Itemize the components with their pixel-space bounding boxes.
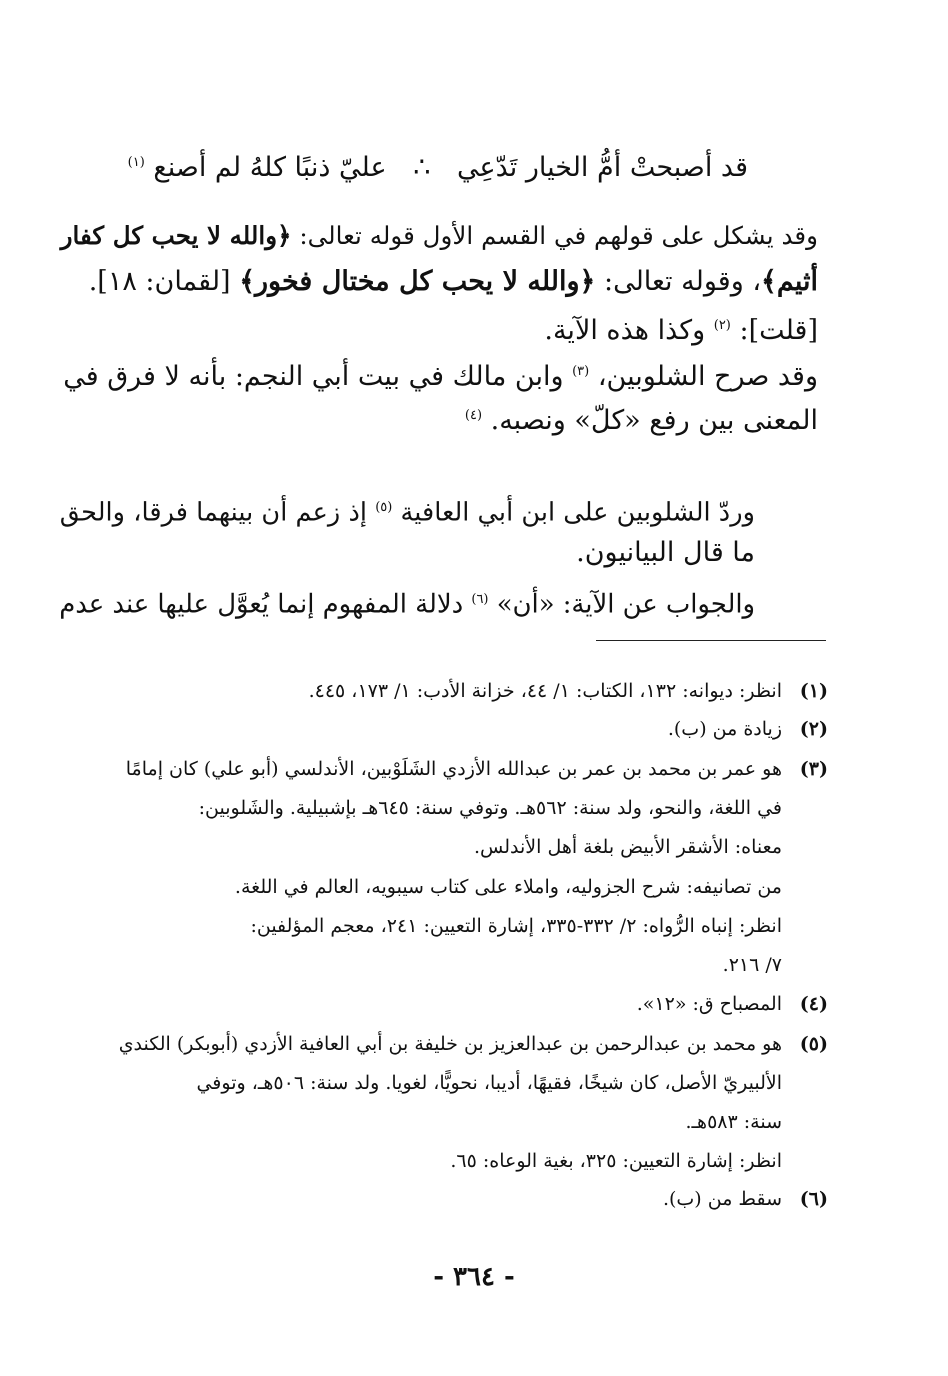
paragraph-line <box>59 580 755 625</box>
footnote-ref: (٦) <box>471 592 489 607</box>
text-run: المعنى بين رفع «كلّ» ونصبه. <box>490 405 818 436</box>
footnote-5-line <box>450 1146 782 1176</box>
paragraph-line <box>61 216 818 256</box>
footnote-text: سقط من (ب). <box>662 1188 782 1210</box>
footnote-number: (٣) <box>799 758 828 780</box>
quran-quote: ﴿والله لا يحب كل مختال فخور﴾ <box>239 266 596 297</box>
text-run: وردّ الشلوبين على ابن أبي العافية <box>400 497 755 528</box>
quran-citation: [لقمان: ١٨]. <box>88 266 231 297</box>
footnote-3-line <box>235 872 782 902</box>
footnote-text: المصباح ق: «١٢». <box>636 993 782 1015</box>
paragraph-line <box>576 533 755 573</box>
footnote-text: من تصانيفه: شرح الجزوليه، واملاء على كتاب سيبويه، العالم في اللغة. <box>234 876 782 898</box>
text-run: ما قال البيانيون. <box>576 537 755 568</box>
verse-separator: ∴ <box>413 152 431 183</box>
footnote-3-line <box>199 793 782 823</box>
footnote-3-line <box>250 911 782 941</box>
footnote-number: (٤) <box>799 993 828 1015</box>
text-run: إذ زعم أن بينهما فرقا، والحق <box>59 497 368 528</box>
footnote-text: معناه: الأشقر الأبيض بلغة أهل الأندلس. <box>473 836 782 858</box>
paragraph-line <box>544 306 818 351</box>
footnote-text: هو محمد بن عبدالرحمن بن عبدالعزيز بن خليفة بن أبي العافية الأزدي (أبوبكر) الكندي <box>118 1033 782 1055</box>
footnote-text: سنة: ٥٨٣هـ. <box>685 1111 782 1133</box>
footnote-text: في اللغة، والنحو، ولد سنة: ٥٦٢هـ. وتوفي سنة: ٦٤٥هـ بإشبيلية. والشَلوبين: <box>198 797 782 819</box>
verse-second-hemistich: عليّ ذنبًا كلهُ لم أصنع <box>153 152 387 183</box>
paragraph-line <box>89 262 818 302</box>
text-run: وقد صرح الشلوبين، <box>597 361 818 392</box>
footnote-text: انظر: إشارة التعيين: ٣٢٥، بغية الوعاه: ٦٥. <box>450 1150 782 1172</box>
footnote-3-line <box>474 832 782 862</box>
footnote-text: ٧/ ٢١٦. <box>722 954 782 976</box>
text-run: وابن مالك في بيت أبي النجم: بأنه لا فرق في <box>63 361 564 392</box>
text-run: دلالة المفهوم إنما يُعوَّل عليها عند عدم <box>59 589 464 620</box>
footnote-ref: (٢) <box>713 318 731 333</box>
text-run: وكذا هذه الآية. <box>544 315 706 346</box>
text-run: وقد يشكل على قولهم في القسم الأول قوله تعالى: <box>299 221 818 250</box>
footnote-ref: (١) <box>127 155 145 170</box>
footnote-number: (٢) <box>799 718 828 740</box>
footnote-text: الألبيريّ الأصل، كان شيخًا، فقيهًا، أديبا، نحويًّا، لغويا. ولد سنة: ٥٠٦هـ، وتوفي <box>196 1072 782 1094</box>
footnote-text: انظر: ديوانه: ١٣٢، الكتاب: ١/ ٤٤، خزانة الأدب: ١/ ١٧٣، ٤٤٥. <box>308 680 782 702</box>
footnote-3-line <box>723 950 782 980</box>
footnote-5 <box>119 1029 828 1059</box>
footnote-ref: (٣) <box>572 364 590 379</box>
footnote-text: زيادة من (ب). <box>667 718 782 740</box>
quran-quote: ﴿والله لا يحب كل كفار <box>60 221 292 250</box>
text-run: ، وقوله تعالى: <box>603 266 762 297</box>
paragraph-line <box>63 352 818 397</box>
footnote-divider <box>596 640 826 641</box>
footnote-ref: (٥) <box>375 500 393 515</box>
footnote-1 <box>309 676 828 706</box>
quran-quote: أثيم﴾ <box>761 266 818 297</box>
footnote-5-line <box>196 1068 782 1098</box>
paragraph-line <box>60 488 755 533</box>
page-number: - ٣٦٤ - <box>433 1262 515 1292</box>
poetry-verse <box>128 143 748 188</box>
footnote-text: هو عمر بن محمد بن عمر بن عبدالله الأزدي الشَلَوْبين، الأندلسي (أبو علي) كان إمامًا <box>125 758 782 780</box>
footnote-3 <box>126 754 828 784</box>
footnote-5-line <box>685 1107 782 1137</box>
footnote-number: (٦) <box>799 1188 828 1210</box>
text-run: والجواب عن الآية: «أن» <box>496 589 755 620</box>
footnote-ref: (٤) <box>464 408 483 423</box>
text-run: [قلت]: <box>739 315 818 346</box>
footnote-number: (٥) <box>799 1033 828 1055</box>
footnote-4 <box>637 989 828 1019</box>
footnote-number: (١) <box>799 680 828 702</box>
footnote-text: انظر: إنباه الرُّواه: ٢/ ٣٣٢-٣٣٥، إشارة التعيين: ٢٤١، معجم المؤلفين: <box>250 915 782 937</box>
paragraph-line <box>465 396 818 441</box>
verse-first-hemistich: قد أصبحتْ أمُّ الخيار تَدّعِي <box>456 152 748 183</box>
footnote-6 <box>663 1184 828 1214</box>
footnote-2 <box>668 714 828 744</box>
